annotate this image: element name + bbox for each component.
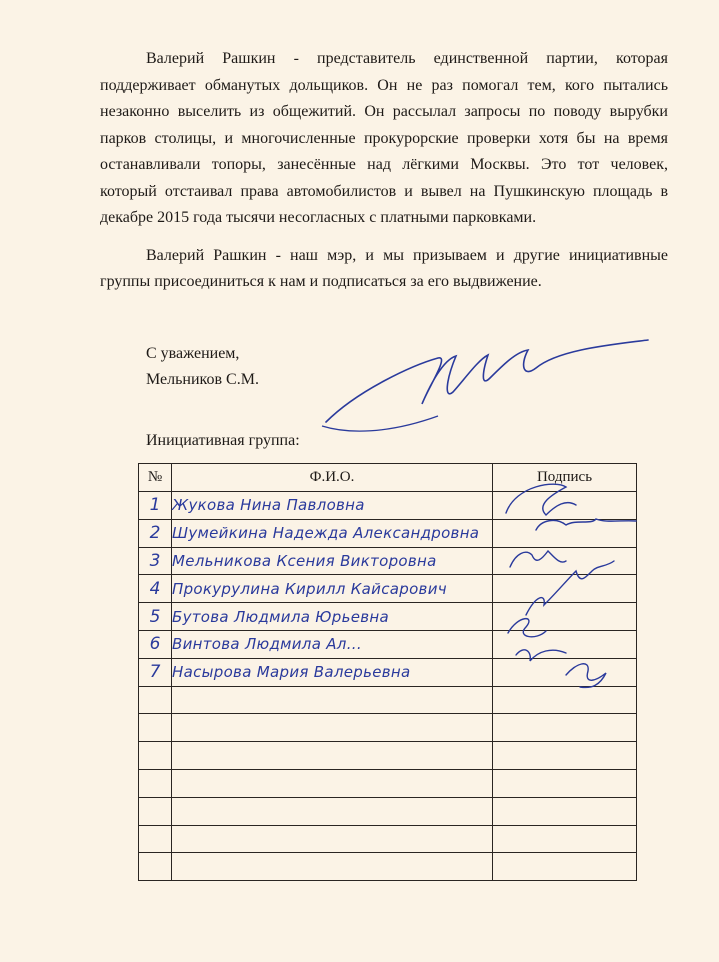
row-signature — [493, 519, 637, 547]
row-name — [172, 714, 493, 742]
row-signature — [493, 658, 637, 686]
letter-paragraph-2: Валерий Рашкин - наш мэр, и мы призываем и другие инициативные группы присоединиться к нам и подписаться за его выдвижение. — [100, 246, 668, 290]
row-num: 7 — [139, 658, 172, 686]
row-num: 1 — [139, 492, 172, 520]
header-num: № — [139, 464, 172, 492]
row-num: 2 — [139, 519, 172, 547]
table-row — [139, 492, 637, 520]
row-signature — [493, 575, 637, 603]
row-signature — [493, 686, 637, 714]
row-signature — [493, 769, 637, 797]
row-num — [139, 769, 172, 797]
header-name: Ф.И.О. — [172, 464, 493, 492]
row-name — [172, 742, 493, 770]
row-num: 5 — [139, 603, 172, 631]
row-signature — [493, 547, 637, 575]
row-name — [172, 769, 493, 797]
table-row — [139, 603, 637, 631]
row-num — [139, 714, 172, 742]
closing-block — [146, 341, 259, 393]
table-row — [139, 630, 637, 658]
author-signature — [318, 330, 658, 440]
row-num — [139, 853, 172, 881]
row-name — [172, 797, 493, 825]
table-row — [139, 797, 637, 825]
row-num — [139, 797, 172, 825]
table-row — [139, 853, 637, 881]
row-signature — [493, 492, 637, 520]
row-name: Жукова Нина Павловна — [172, 492, 493, 520]
row-name — [172, 825, 493, 853]
signature-table — [138, 463, 637, 881]
row-signature — [493, 797, 637, 825]
row-name: Прокурулина Кирилл Кайсарович — [172, 575, 493, 603]
row-name: Шумейкина Надежда Александровна — [172, 519, 493, 547]
row-num: 4 — [139, 575, 172, 603]
row-name: Мельникова Ксения Викторовна — [172, 547, 493, 575]
row-name: Бутова Людмила Юрьевна — [172, 603, 493, 631]
table-row — [139, 825, 637, 853]
group-label: Инициативная группа: — [146, 432, 300, 449]
row-signature — [493, 853, 637, 881]
row-signature — [493, 630, 637, 658]
table-row — [139, 686, 637, 714]
table-row — [139, 547, 637, 575]
closing-greeting: С уважением, — [146, 345, 240, 362]
row-num — [139, 742, 172, 770]
row-signature — [493, 603, 637, 631]
table-row — [139, 519, 637, 547]
header-signature: Подпись — [493, 464, 637, 492]
row-signature — [493, 742, 637, 770]
row-num: 6 — [139, 630, 172, 658]
table-row — [139, 769, 637, 797]
row-num — [139, 686, 172, 714]
row-name — [172, 686, 493, 714]
table-row — [139, 575, 637, 603]
row-name: Насырова Мария Валерьевна — [172, 658, 493, 686]
row-num: 3 — [139, 547, 172, 575]
row-name — [172, 853, 493, 881]
table-row — [139, 742, 637, 770]
row-signature — [493, 825, 637, 853]
letter-body — [100, 46, 668, 296]
row-num — [139, 825, 172, 853]
table-row — [139, 714, 637, 742]
table-header-row — [139, 464, 637, 492]
table-row — [139, 658, 637, 686]
row-name: Винтова Людмила Ал... — [172, 630, 493, 658]
row-signature — [493, 714, 637, 742]
closing-author: Мельников С.М. — [146, 371, 259, 388]
letter-paragraph-1: Валерий Рашкин - представитель единственной партии, которая поддерживает обманутых дольщиков. Он не раз помогал тем, кого пытались незаконно выселить из общежитий. Он рассылал запросы по поводу вырубки парков столицы, и многочисленные прокурорские проверки хотя бы на время останавливали топоры, занесённые над лёгкими Москвы. Это тот человек, который отстаивал права автомобилистов и вывел на Пушкинскую площадь в декабре 2015 года тысячи несогласных с платными парковками. — [100, 50, 668, 226]
